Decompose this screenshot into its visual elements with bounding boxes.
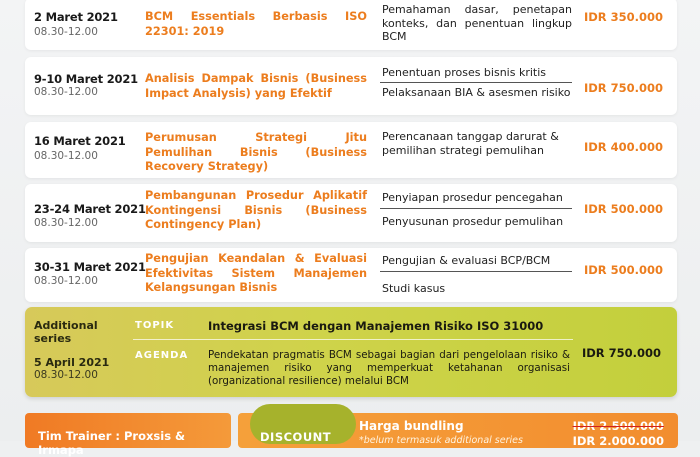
session-time: 08.30-12.00 [34,86,98,98]
session-time: 08.30-12.00 [34,150,98,162]
session-date: 23-24 Maret 2021 [34,202,146,216]
session-course: BCM Essentials Berbasis ISO 22301: 2019 [145,10,367,38]
session-course: Pengujian Keandalan & Evaluasi Efektivitas Sistem Manajemen Kelangsungan Bisnis [145,252,367,294]
session-row [25,248,677,302]
topic-divider [380,82,572,83]
session-course: Analisis Dampak Bisnis (Business Impact Analysis) yang Efektif [145,72,367,100]
session-row [25,184,677,242]
additional-price: IDR 750.000 [581,346,661,360]
panel-divider [133,339,573,340]
session-row [25,0,677,50]
additional-series-label: Additional series [34,319,98,345]
topik-label: TOPIK [135,320,175,331]
session-row [25,122,677,178]
session-time: 08.30-12.00 [34,275,98,287]
discount-label: DISCOUNT [260,430,332,444]
session-time: 08.30-12.00 [34,217,98,229]
additional-series-panel [25,307,677,397]
session-row [25,57,677,115]
session-date: 16 Maret 2021 [34,134,126,148]
new-price: IDR 2.000.000 [572,434,664,448]
session-date: 9-10 Maret 2021 [34,72,138,86]
trainer-text: Tim Trainer : Proxsis & Irmapa [38,429,186,457]
session-price: IDR 500.000 [583,202,663,216]
agenda-text: Pendekatan pragmatis BCM sebagai bagian dari pengelolaan risiko & manajemen risiko yang memperkuat ketahanan organisasi (organizational resilience) melalui BCM [208,349,570,387]
session-topic: Pelaksanaan BIA & asesmen risiko [382,86,571,99]
session-topic: Pengujian & evaluasi BCP/BCM [382,254,551,267]
topic-divider [380,271,572,272]
session-price: IDR 350.000 [583,10,663,24]
session-topic: Studi kasus [382,282,446,295]
session-topic: Penentuan proses bisnis kritis [382,66,547,79]
additional-date: 5 April 2021 [34,356,110,369]
session-time: 08.30-12.00 [34,26,98,38]
agenda-label: AGENDA [135,350,189,361]
session-course: Perumusan Strategi Jitu Pemulihan Bisnis (Business Recovery Strategy) [145,131,367,173]
topik-text: Integrasi BCM dengan Manajemen Risiko ISO 31000 [208,319,544,333]
trainer-banner [25,413,231,457]
session-topic: Perencanaan tanggap darurat & pemilihan strategi pemulihan [382,130,559,157]
additional-time: 08.30-12.00 [34,369,98,381]
old-price: IDR 2.500.000 [572,419,664,433]
session-price: IDR 750.000 [583,81,663,95]
session-topic: Penyusunan prosedur pemulihan [382,215,564,228]
discount-badge [250,404,356,444]
session-course: Pembangunan Prosedur Aplikatif Kontingensi Bisnis (Business Contingency Plan) [145,189,367,231]
session-date: 2 Maret 2021 [34,10,118,24]
bundling-sub: *belum termasuk additional series [359,435,523,446]
session-topic: Pemahaman dasar, penetapan konteks, dan penentuan lingkup BCM [382,3,572,43]
session-topic: Penyiapan prosedur pencegahan [382,191,563,204]
session-price: IDR 500.000 [583,263,663,277]
topic-divider [380,208,572,209]
bundling-title: Harga bundling [359,419,464,433]
session-price: IDR 400.000 [583,140,663,154]
session-date: 30-31 Maret 2021 [34,260,146,274]
